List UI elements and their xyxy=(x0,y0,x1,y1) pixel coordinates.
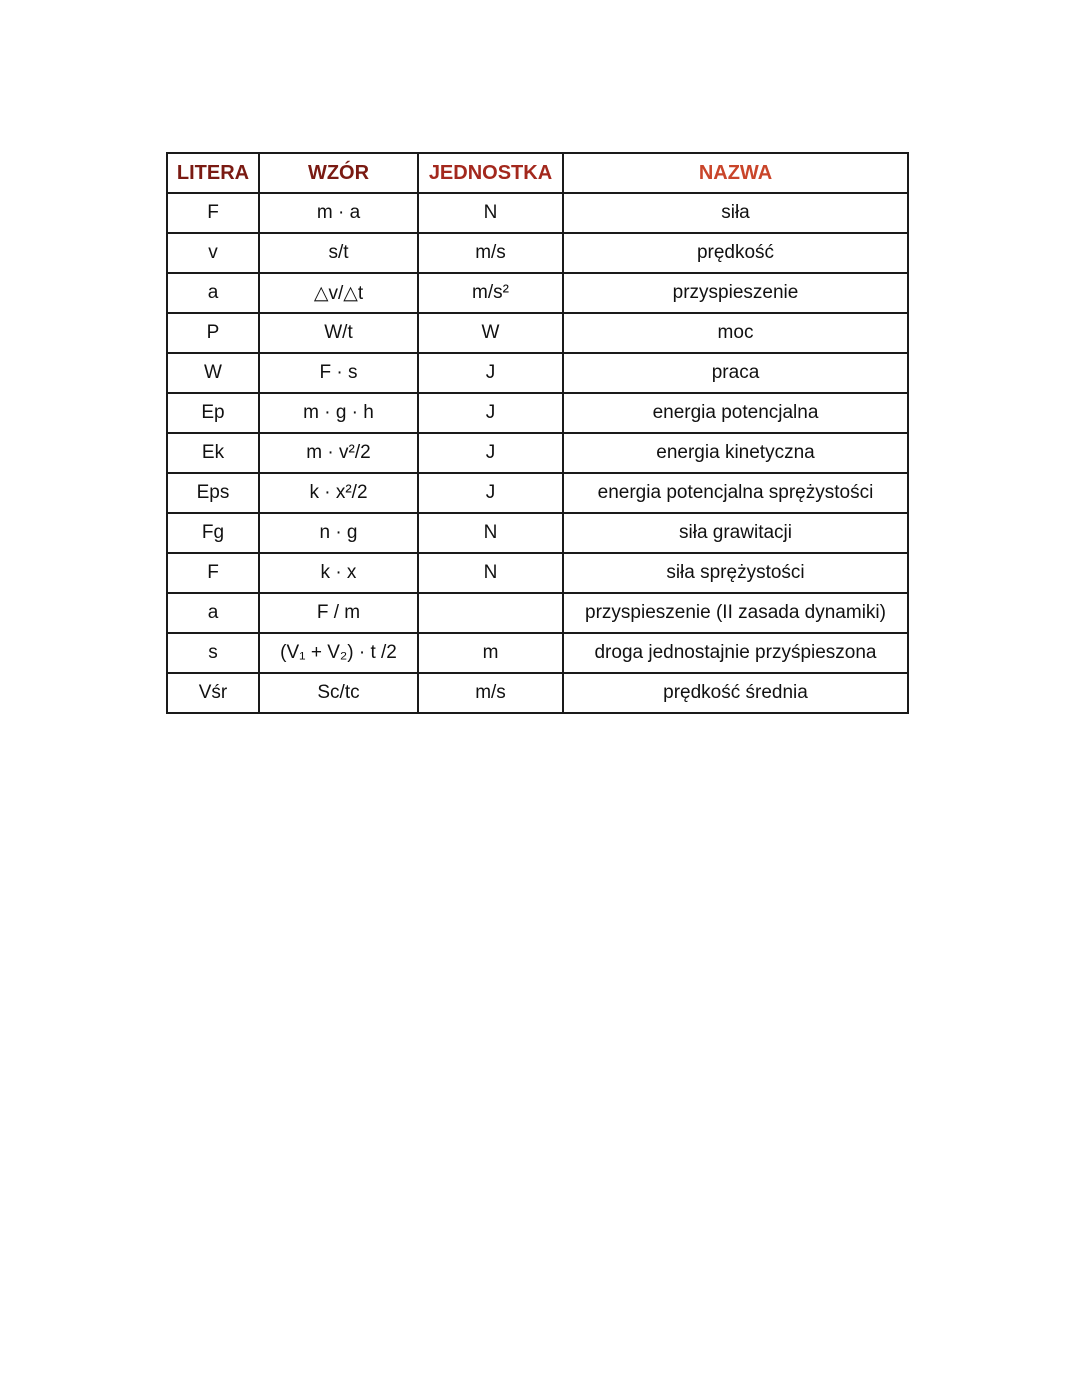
table-row xyxy=(167,633,908,673)
cell-litera: F xyxy=(167,553,259,593)
cell-jednostka: N xyxy=(418,553,563,593)
cell-nazwa: praca xyxy=(563,353,908,393)
table-row xyxy=(167,313,908,353)
cell-jednostka: W xyxy=(418,313,563,353)
header-jednostka: JEDNOSTKA xyxy=(418,153,563,193)
cell-nazwa: siła sprężystości xyxy=(563,553,908,593)
cell-nazwa: przyspieszenie (II zasada dynamiki) xyxy=(563,593,908,633)
cell-litera: Ep xyxy=(167,393,259,433)
cell-jednostka: m/s xyxy=(418,233,563,273)
header-wzor: WZÓR xyxy=(259,153,418,193)
cell-jednostka: J xyxy=(418,433,563,473)
cell-jednostka: m/s xyxy=(418,673,563,713)
cell-wzor: F / m xyxy=(259,593,418,633)
cell-nazwa: moc xyxy=(563,313,908,353)
cell-jednostka: N xyxy=(418,513,563,553)
cell-wzor: n · g xyxy=(259,513,418,553)
cell-jednostka: m/s² xyxy=(418,273,563,313)
table-row xyxy=(167,393,908,433)
cell-litera: W xyxy=(167,353,259,393)
cell-wzor: m · a xyxy=(259,193,418,233)
cell-nazwa: energia potencjalna xyxy=(563,393,908,433)
cell-litera: a xyxy=(167,593,259,633)
cell-litera: Ek xyxy=(167,433,259,473)
cell-wzor: k · x xyxy=(259,553,418,593)
cell-jednostka xyxy=(418,593,563,633)
table-row xyxy=(167,353,908,393)
table-row xyxy=(167,593,908,633)
table-row xyxy=(167,273,908,313)
table-row xyxy=(167,193,908,233)
cell-litera: P xyxy=(167,313,259,353)
cell-wzor: m · g · h xyxy=(259,393,418,433)
cell-wzor: △v/△t xyxy=(259,273,418,313)
cell-jednostka: N xyxy=(418,193,563,233)
cell-jednostka: J xyxy=(418,393,563,433)
physics-formula-table xyxy=(166,152,909,714)
cell-nazwa: siła grawitacji xyxy=(563,513,908,553)
table-row xyxy=(167,513,908,553)
table-header-row xyxy=(167,153,908,193)
header-nazwa: NAZWA xyxy=(563,153,908,193)
cell-litera: Vśr xyxy=(167,673,259,713)
cell-nazwa: droga jednostajnie przyśpieszona xyxy=(563,633,908,673)
cell-litera: v xyxy=(167,233,259,273)
table-row xyxy=(167,233,908,273)
cell-wzor: k · x²/2 xyxy=(259,473,418,513)
cell-wzor: s/t xyxy=(259,233,418,273)
cell-litera: a xyxy=(167,273,259,313)
table-row xyxy=(167,673,908,713)
cell-nazwa: siła xyxy=(563,193,908,233)
cell-wzor: m · v²/2 xyxy=(259,433,418,473)
cell-litera: F xyxy=(167,193,259,233)
cell-litera: Eps xyxy=(167,473,259,513)
cell-wzor: F · s xyxy=(259,353,418,393)
cell-nazwa: przyspieszenie xyxy=(563,273,908,313)
table-row xyxy=(167,433,908,473)
cell-jednostka: J xyxy=(418,353,563,393)
table-row xyxy=(167,553,908,593)
cell-litera: Fg xyxy=(167,513,259,553)
cell-nazwa: prędkość xyxy=(563,233,908,273)
cell-wzor: Sc/tc xyxy=(259,673,418,713)
cell-jednostka: m xyxy=(418,633,563,673)
cell-nazwa: prędkość średnia xyxy=(563,673,908,713)
cell-nazwa: energia potencjalna sprężystości xyxy=(563,473,908,513)
cell-wzor: (V₁ + V₂) · t /2 xyxy=(259,633,418,673)
cell-litera: s xyxy=(167,633,259,673)
cell-wzor: W/t xyxy=(259,313,418,353)
cell-nazwa: energia kinetyczna xyxy=(563,433,908,473)
table-row xyxy=(167,473,908,513)
cell-jednostka: J xyxy=(418,473,563,513)
header-litera: LITERA xyxy=(167,153,259,193)
